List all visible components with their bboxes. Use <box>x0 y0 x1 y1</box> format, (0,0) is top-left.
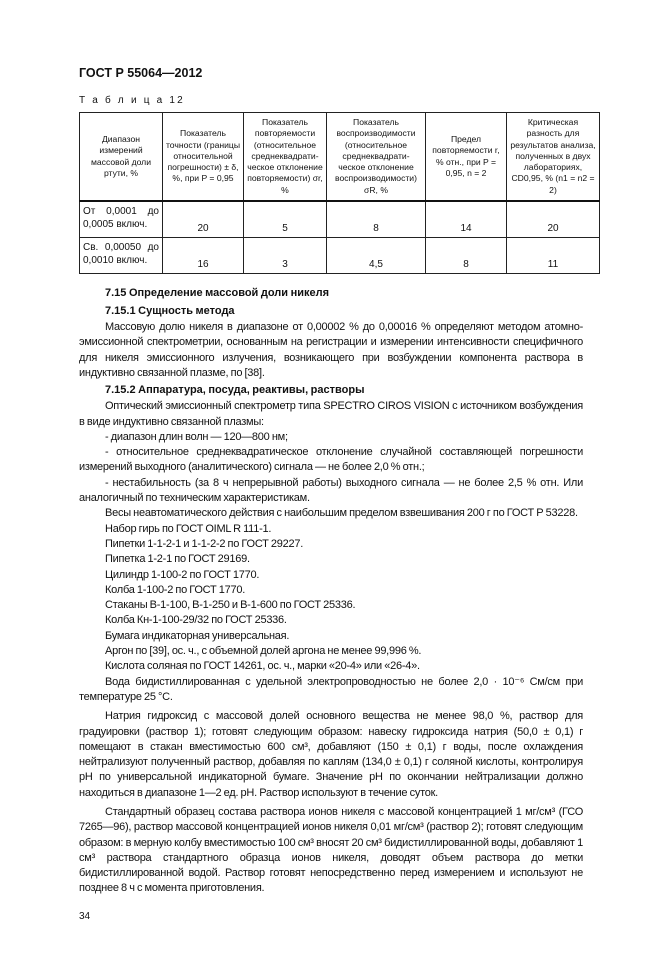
list-item: Цилиндр 1-100-2 по ГОСТ 1770. <box>105 568 260 581</box>
table-cell: Св. 0,00050 до 0,0010 включ. <box>80 238 163 274</box>
subsection-heading: 7.15.2 Аппаратура, посуда, реактивы, растворы <box>105 384 365 397</box>
table-cell: 16 <box>163 238 244 274</box>
column-header: Показатель воспроизводимости (относительное среднеквадрати-ческое отклонение воспроизводимости) σR, % <box>327 113 426 202</box>
list-item: Колба 1-100-2 по ГОСТ 1770. <box>105 583 246 596</box>
paragraph: Массовую долю никеля в диапазоне от 0,00002 % до 0,00016 % определяют методом атомно-эмиссионной спектрометрии, основанным на регистрации и измерении интенсивности специфичного для никеля эмиссионного излучения, возникающего при возбуждении компонента раствора в индуктивно связанной плазме, по [38]. <box>79 321 583 379</box>
section-heading: 7.15 Определение массовой доли никеля <box>105 287 330 300</box>
table-cell: 20 <box>507 201 600 238</box>
table-header-row <box>80 113 600 202</box>
column-header: Диапазон измерений массовой доли ртути, % <box>80 113 163 202</box>
page-number: 34 <box>79 910 91 922</box>
list-item: Оптический эмиссионный спектрометр типа SPECTRO CIROS VISION с источником возбуждения в виде индуктивно связанной плазмы: <box>79 400 583 428</box>
table-caption: Т а б л и ц а 12 <box>79 95 185 106</box>
list-item: Весы неавтоматического действия с наибольшим пределом взвешивания 200 г по ГОСТ Р 53228. <box>105 507 578 520</box>
list-item: Набор гирь по ГОСТ OIML R 111-1. <box>105 522 272 535</box>
paragraph: Стандартный образец состава раствора ионов никеля с массовой концентрацией 1 мг/см³ (ГСО 7265—96), раствор массовой концентрацией ионов никеля 0,01 мг/см³ (раствор 2); готовят следующим образом: в мерную колбу вместимостью 100 см³ вносят 20 см³ бидистиллированной воды, добавляют 1 см³ раствора стандартного образца ионов никеля, доводят объем раствора до метки бидистиллированной водой. Раствор готовят непосредственно перед измерением и используют не позднее 8 ч с момента приготовления. <box>79 805 583 895</box>
table-row <box>80 201 600 238</box>
list-item: - относительное среднеквадратическое отклонение случайной составляющей погрешности измерений выходного (аналитического) сигнала — не более 2,0 % отн.; <box>79 446 583 474</box>
table-cell: 8 <box>426 238 507 274</box>
list-item: - нестабильность (за 8 ч непрерывной работы) выходного сигнала — не более 2,5 % отн. Или аналогичный по техническим характеристикам. <box>79 476 583 505</box>
table-cell: 5 <box>244 201 327 238</box>
table-cell: 14 <box>426 201 507 238</box>
list-item: Колба Кн-1-100-29/32 по ГОСТ 25336. <box>105 614 287 627</box>
list-item: Бумага индикаторная универсальная. <box>105 629 290 642</box>
list-item: Пипетки 1-1-2-1 и 1-1-2-2 по ГОСТ 29227. <box>105 537 304 550</box>
list-item: Вода бидистиллированная с удельной электропроводностью не более 2,0 · 10⁻⁶ См/см при температуре 25 °С. <box>79 675 583 703</box>
paragraph: Натрия гидроксид с массовой долей основного вещества не менее 98,0 %, раствор для градуировки (раствор 1); готовят следующим образом: навеску гидроксида натрия (50,0 ± 0,1) г помещают в стакан вместимостью 600 см³, добавляют (150 ± 0,1) г воды, после охлаждения нейтрализуют полученный раствор, добавляя по каплям (134,0 ± 0,1) г соляной кислоты, контролируя pH по универсальной индикаторной бумаге. Значение pH по окончании нейтрализации должно находиться в диапазоне 1—2 ед. pH. Раствор используют в течение суток. <box>79 710 583 799</box>
table-cell: 3 <box>244 238 327 274</box>
document-body <box>79 284 583 897</box>
table-row <box>80 238 600 274</box>
results-table <box>79 112 600 274</box>
column-header: Показатель точности (границы относительной погрешности) ± δ, %, при P = 0,95 <box>163 113 244 202</box>
table-cell: 20 <box>163 201 244 238</box>
list-item: Пипетка 1-2-1 по ГОСТ 29169. <box>105 553 250 566</box>
column-header: Показатель повторяемости (относительное среднеквадрати-ческое отклонение повторяемости) σr, % <box>244 113 327 202</box>
list-item: - диапазон длин волн — 120—800 нм; <box>105 430 288 443</box>
table-cell: От 0,0001 до 0,0005 включ. <box>80 201 163 238</box>
table-cell: 11 <box>507 238 600 274</box>
column-header: Критическая разность для результатов анализа, полученных в двух лабораториях, CD0,95, % (n1 = n2 = 2) <box>507 113 600 202</box>
column-header: Предел повторяемости r, % отн., при P = 0,95, n = 2 <box>426 113 507 202</box>
subsection-heading: 7.15.1 Сущность метода <box>105 305 235 318</box>
list-item: Кислота соляная по ГОСТ 14261, ос. ч., марки «20-4» или «26-4». <box>105 660 420 673</box>
document-header: ГОСТ Р 55064—2012 <box>79 66 203 80</box>
equipment-list <box>79 399 583 705</box>
table-cell: 8 <box>327 201 426 238</box>
list-item: Стаканы В-1-100, В-1-250 и В-1-600 по ГОСТ 25336. <box>105 599 356 612</box>
list-item: Аргон по [39], ос. ч., с объемной долей аргона не менее 99,996 %. <box>105 645 422 658</box>
table-cell: 4,5 <box>327 238 426 274</box>
